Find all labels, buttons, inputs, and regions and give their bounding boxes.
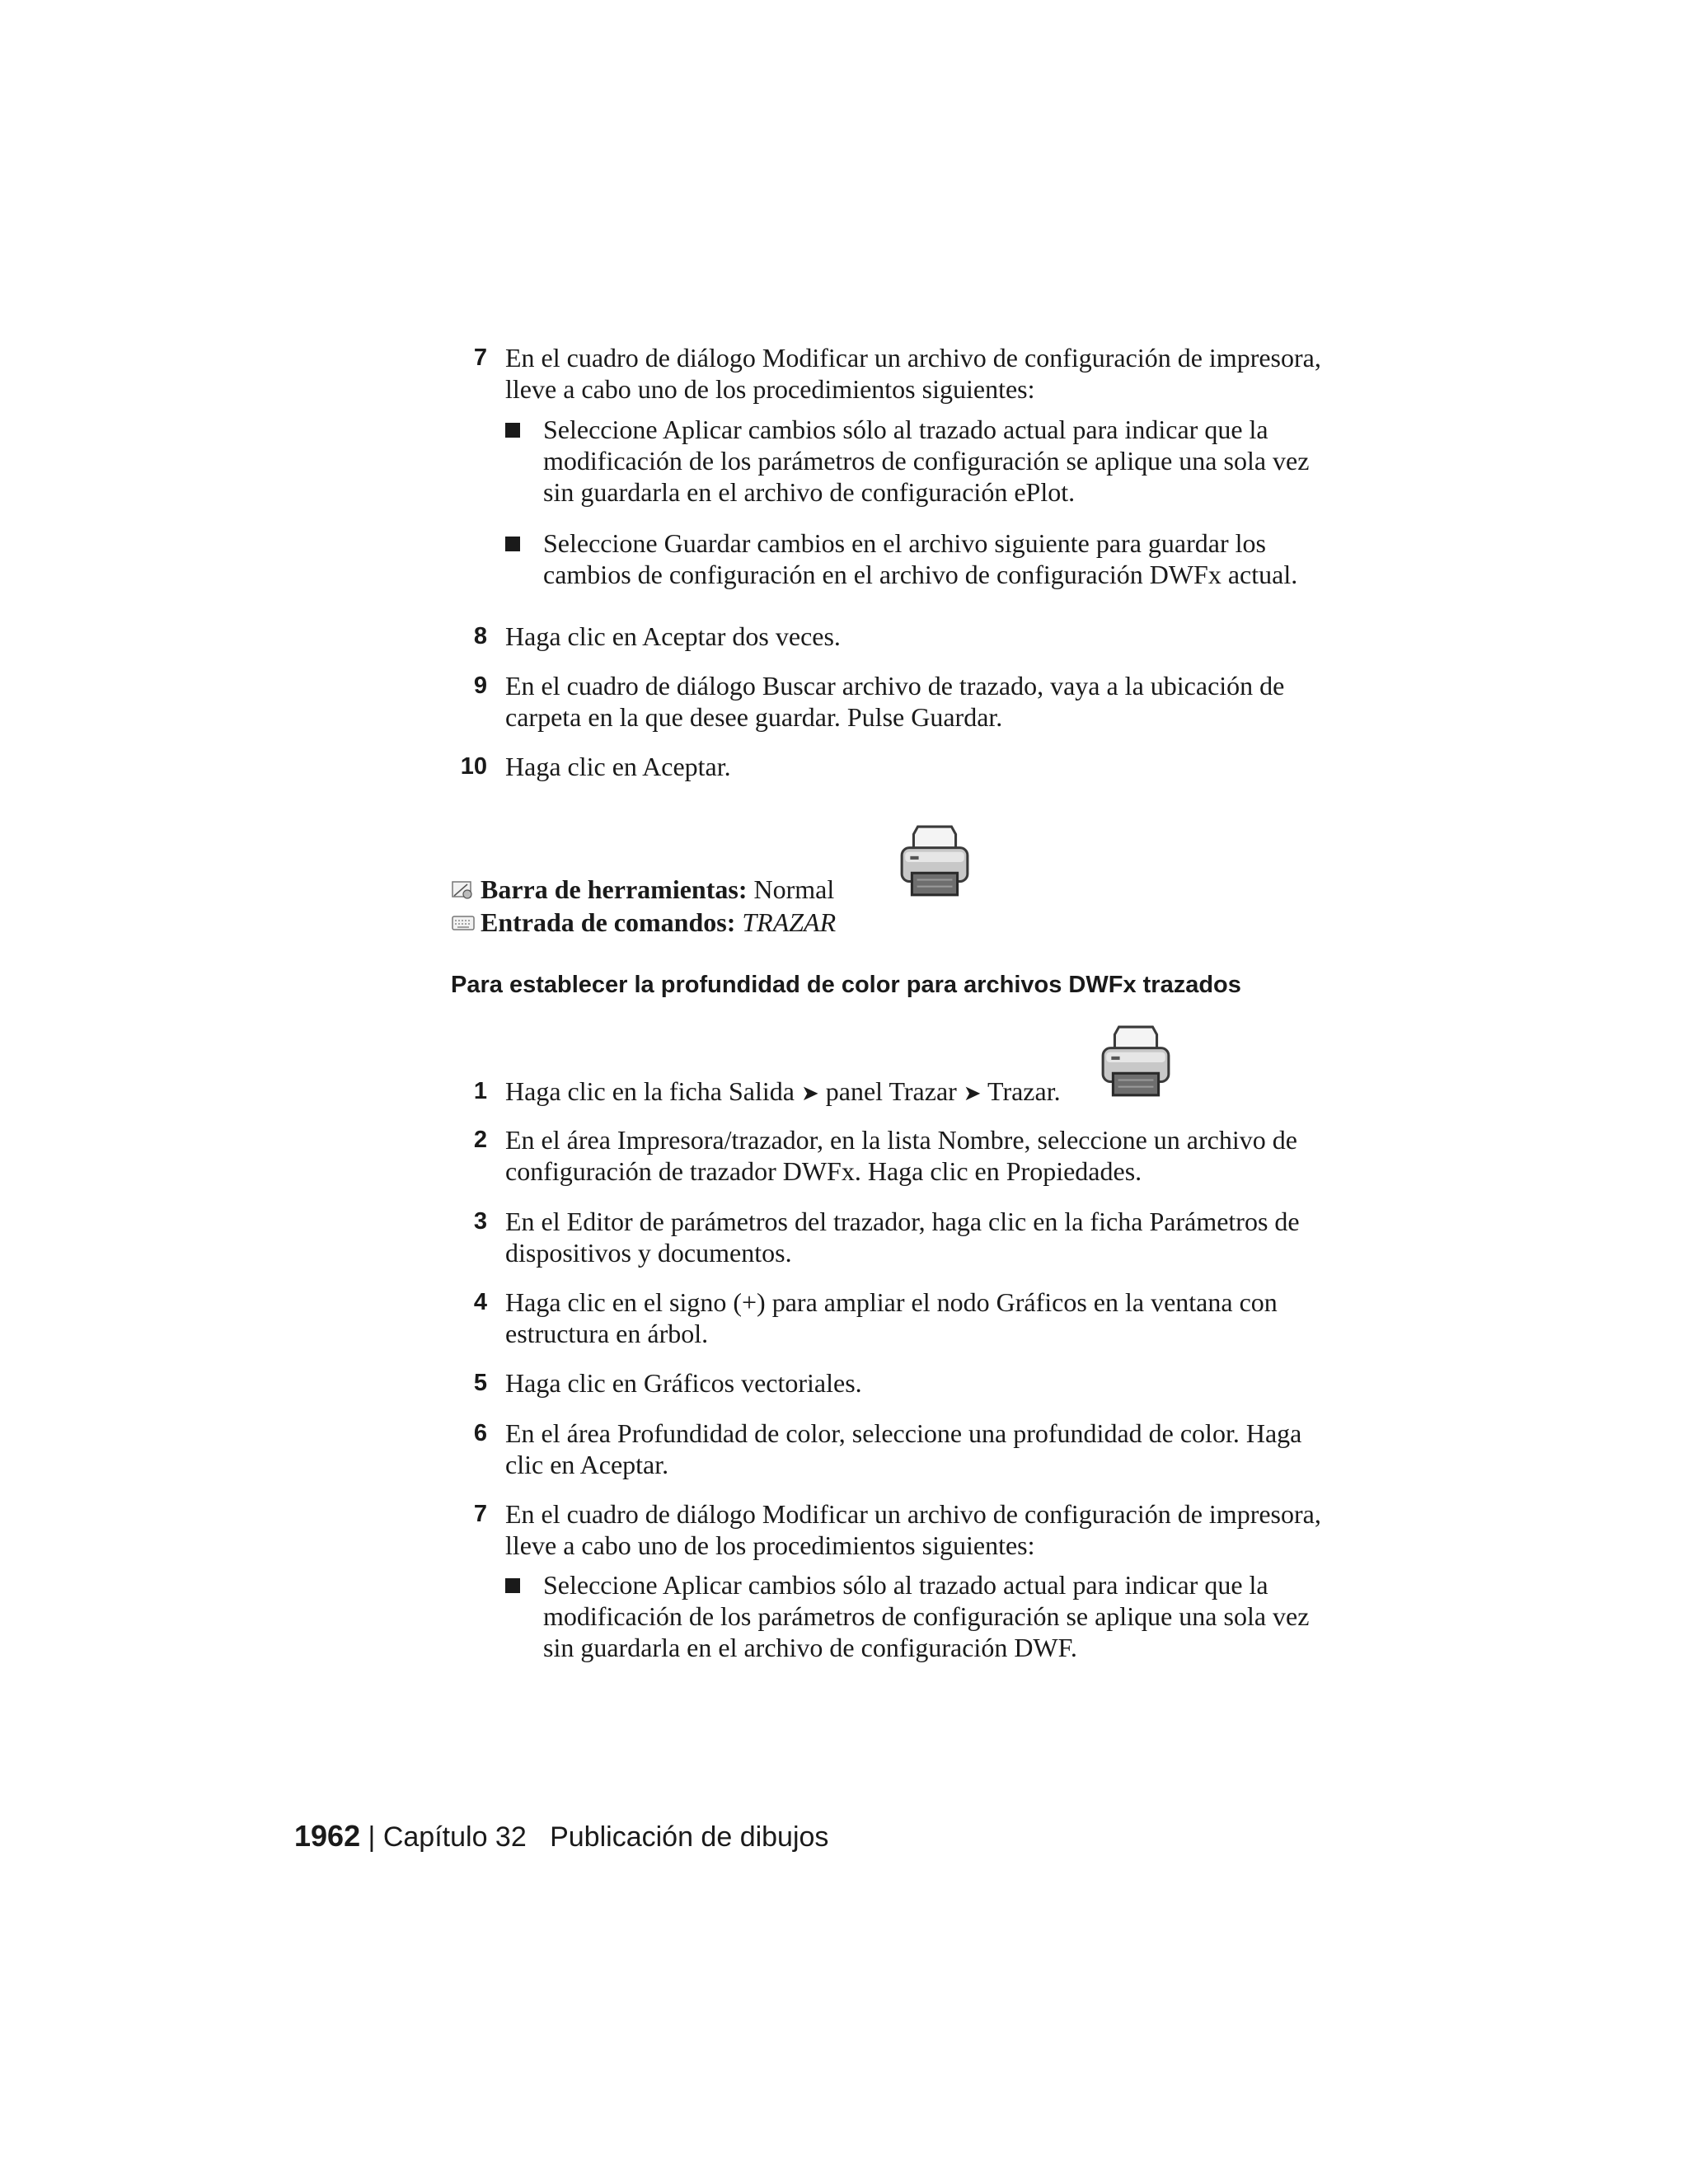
section-heading: Para establecer la profundidad de color para archivos DWFx trazados [451,972,1241,998]
step-text: Haga clic en Gráficos vectoriales. [505,1368,862,1398]
step-number: 4 [473,1289,487,1315]
bullet-text: Seleccione Aplicar cambios sólo al trazado actual para indicar que la modificación de los parámetros de configuración se aplique una sola vez sin guardarla en el archivo de configuración ePlot. [543,415,1310,507]
chapter-label: Capítulo 32 [382,1821,527,1853]
chapter-title: Publicación de dibujos [550,1821,829,1853]
step-number: 6 [473,1420,487,1446]
bullet-text: Seleccione Guardar cambios en el archivo siguiente para guardar los cambios de configuración en el archivo de configuración DWFx actual. [543,528,1298,589]
toolbar-value: Normal [753,874,835,904]
step-number: 7 [473,344,487,371]
keyboard-icon [451,912,476,934]
arrow-icon: ➤ [800,1081,819,1106]
step-text: En el cuadro de diálogo Modificar un archivo de configuración de impresora, lleve a cabo uno de los procedimientos siguientes: [505,1499,1321,1560]
toolbar-icon [451,879,476,901]
square-bullet-icon [505,537,520,551]
step-number: 9 [473,673,487,699]
step-text: En el cuadro de diálogo Buscar archivo de trazado, vaya a la ubicación de carpeta en la que desee guardar. Pulse Guardar. [505,671,1285,732]
step-number: 3 [473,1208,487,1235]
command-line [451,907,836,938]
step-text: Haga clic en Aceptar dos veces. [505,621,841,651]
square-bullet-icon [505,423,520,438]
step-text: En el área Profundidad de color, seleccione una profundidad de color. Haga clic en Aceptar. [505,1418,1302,1479]
step-text: En el área Impresora/trazador, en la lista Nombre, seleccione un archivo de configuración de trazador DWFx. Haga clic en Propiedades. [505,1125,1297,1186]
page-footer [294,1819,828,1854]
command-label: Entrada de comandos: [481,907,736,937]
arrow-icon: ➤ [963,1081,982,1106]
step-number: 5 [473,1370,487,1396]
step-text: En el Editor de parámetros del trazador, haga clic en la ficha Parámetros de dispositivos y documentos. [505,1207,1300,1268]
footer-separator: | [368,1821,376,1853]
square-bullet-icon [505,1578,520,1593]
toolbar-label: Barra de herramientas: [481,874,748,904]
printer-icon [1098,1024,1174,1100]
step-number: 7 [473,1501,487,1527]
bullet-text: Seleccione Aplicar cambios sólo al trazado actual para indicar que la modificación de los parámetros de configuración se aplique una sola vez sin guardarla en el archivo de configuración DWF. [543,1570,1310,1662]
command-value: TRAZAR [742,907,837,937]
step-number: 8 [473,623,487,649]
step-text: Haga clic en el signo (+) para ampliar el nodo Gráficos en la ventana con estructura en árbol. [505,1287,1278,1348]
step-text-part: Trazar. [987,1076,1061,1106]
page-number: 1962 [294,1819,361,1853]
step-number: 2 [473,1127,487,1153]
step-text: En el cuadro de diálogo Modificar un archivo de configuración de impresora, lleve a cabo uno de los procedimientos siguientes: [505,343,1321,404]
step-text [505,1076,1329,1109]
printer-icon [897,824,973,900]
toolbar-line [451,874,834,905]
step-text-part: panel Trazar [825,1076,957,1106]
step-text-part: Haga clic en la ficha Salida [505,1076,795,1106]
step-text: Haga clic en Aceptar. [505,752,731,781]
step-number: 10 [460,753,487,780]
step-number: 1 [473,1078,487,1104]
